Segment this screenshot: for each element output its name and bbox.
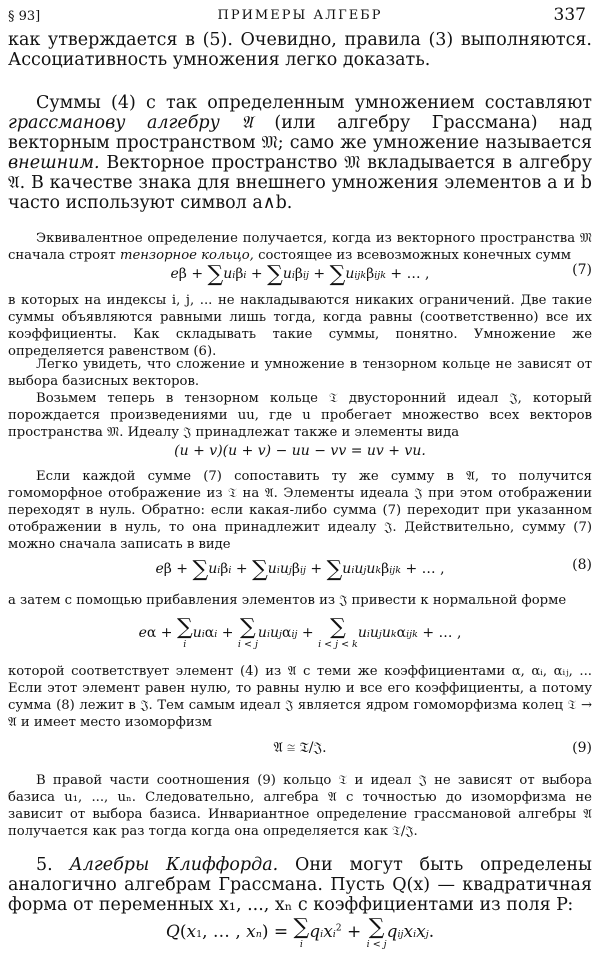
equation-label-8: (8) xyxy=(572,557,592,573)
paragraph-10: В правой части соотношения (9) кольцо 𝔗 и идеал 𝔍 не зависят от выбора базиса u₁, ..., uₙ. Следовательно, алгебра 𝔄 с точностью до изоморфизма не зависит от выбора базиса. Инвариантное определение грассмановой алгебры 𝔄 получается как раз тогда когда она определяется как 𝔗/𝔍. xyxy=(8,773,592,839)
section-number: § 93] xyxy=(8,9,41,24)
equation-label-9: (9) xyxy=(572,740,592,756)
formula-9 xyxy=(8,740,592,756)
equation-label-7: (7) xyxy=(572,262,592,278)
p11-term-clifford: Алгебры Клиффорда. xyxy=(69,855,279,875)
paragraph-4: в которых на индексы i, j, ... не накладываются никаких ограничений. Две такие суммы объявляются равными лишь тогда, когда равны (соответственно) все их коэффициенты. Как складывать такие суммы, понятно. Умножение же определяется равенством (6). xyxy=(8,293,592,359)
page-number: 337 xyxy=(553,5,586,25)
p2-text-e: Векторное пространство 𝔐 вкладывается в алгебру 𝔄. В качестве знака для внешнего умножения элементов a и b часто используют символ a∧b. xyxy=(8,153,592,213)
paragraph-6: Возьмем теперь в тензорном кольце 𝔗 двусторонний идеал 𝔍, который порождается произведениями uu, где u пробегает множество всех векторов пространства 𝔐. Идеалу 𝔍 принадлежат также и элементы вида xyxy=(8,391,592,440)
formula-normal-form: eα + ∑ i uiαi + ∑ i < j uiujαij + ∑ i < j < k uiujukαijk + … , xyxy=(138,615,462,650)
p11-text: Они могут быть определены аналогично алгебрам Грассмана. Пусть Q(x) — квадратичная форма от переменных x₁, ..., xₙ с коэффициентами из поля P: xyxy=(8,855,592,915)
formula-quadratic: Q(x1, … , xn) = ∑ i qixi$^2$ + ∑ i < j qijxixj. xyxy=(165,915,435,950)
p3-term-tensor-ring: тензорное кольцо, xyxy=(119,248,254,263)
paragraph-9: которой соответствует элемент (4) из 𝔄 с теми же коэффициентами α, αᵢ, αᵢⱼ, ... Если этот элемент равен нулю, то равны нулю и все его коэффициенты, а потому сумма (8) лежит в 𝔍. Тем самым идеал 𝔍 является ядром гомоморфизма колец 𝔗 → 𝔄 и имеет место изоморфизм xyxy=(8,664,592,730)
formula-uv: (u + v)(u + v) − uu − vv = uv + vu. xyxy=(174,443,426,459)
running-title: ПРИМЕРЫ АЛГЕБР xyxy=(217,8,383,23)
paragraph-7: Если каждой сумме (7) сопоставить ту же сумму в 𝔄, то получится гомоморфное отображение из 𝔗 на 𝔄. Элементы идеала 𝔍 при этом отображении переходят в нуль. Обратно: если какая-либо сумма (7) переходит при указанном отображении в нуль, то она принадлежит идеалу 𝔍. Действительно, сумму (7) можно сначала записать в виде xyxy=(8,469,592,552)
p2-text-a: Суммы (4) с так определенным умножением составляют xyxy=(36,93,592,113)
paragraph-2 xyxy=(8,93,592,213)
p3-text-c: состоящее из всевозможных конечных сумм xyxy=(258,248,572,263)
formula-7: eβ + ∑uiβi + ∑uiβij + ∑uijkβijk + … , (7) xyxy=(170,262,592,287)
p3-text-a: Эквивалентное определение получается, когда из векторного пространства 𝔐 сначала строят xyxy=(8,231,592,263)
paragraph-1: как утверждается в (5). Очевидно, правила (3) выполняются. Ассоциативность умножения легко доказать. xyxy=(8,30,592,70)
paragraph-5: Легко увидеть, что сложение и умножение в тензорном кольце не зависят от выбора базисных векторов. xyxy=(8,357,592,389)
running-header xyxy=(8,5,592,27)
paragraph-11 xyxy=(8,855,592,915)
p2-text-c: (или алгебру Грассмана) над векторным пространством 𝔐; само же умножение называется xyxy=(8,113,592,153)
p11-number: 5. xyxy=(36,855,53,875)
p2-term-grassmann: грассманову алгебру 𝔄 xyxy=(8,113,253,133)
p2-term-exterior: внешним. xyxy=(8,153,100,173)
paragraph-3 xyxy=(8,230,592,264)
formula-8: eβ + ∑uiβi + ∑uiujβij + ∑uiujukβijk + … , (8) xyxy=(155,557,592,582)
formula-9-body: 𝔄 ≅ 𝔗/𝔍. xyxy=(273,740,327,756)
paragraph-8: а затем с помощью прибавления элементов из 𝔍 привести к нормальной форме xyxy=(8,593,567,608)
